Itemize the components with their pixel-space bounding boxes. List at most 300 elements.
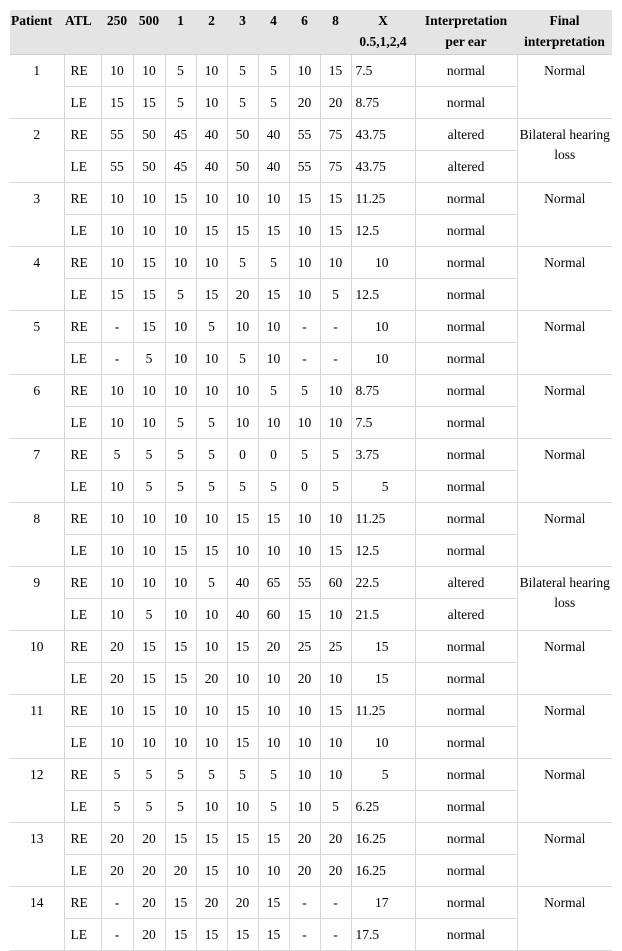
threshold-value: - (289, 919, 320, 951)
threshold-value: 20 (133, 855, 165, 887)
threshold-value: 20 (133, 823, 165, 855)
threshold-value: 0 (258, 439, 289, 471)
threshold-value: 5 (165, 471, 196, 503)
interpretation-per-ear: normal (415, 919, 517, 951)
threshold-value: 10 (289, 727, 320, 759)
threshold-value: 5 (258, 759, 289, 791)
threshold-value: 20 (320, 823, 351, 855)
threshold-value: 20 (165, 855, 196, 887)
threshold-value: 15 (289, 599, 320, 631)
threshold-value: 15 (165, 535, 196, 567)
threshold-value: 5 (227, 247, 258, 279)
threshold-value: 10 (289, 55, 320, 87)
ear-label: LE (64, 87, 101, 119)
threshold-value: 15 (320, 215, 351, 247)
average-value: 11.25 (351, 183, 415, 215)
interpretation-per-ear: altered (415, 151, 517, 183)
threshold-value: 15 (196, 279, 227, 311)
ear-label: RE (64, 119, 101, 151)
average-value: 10 (351, 727, 415, 759)
threshold-value: 60 (258, 599, 289, 631)
threshold-value: 15 (258, 887, 289, 919)
threshold-value: 5 (196, 759, 227, 791)
threshold-value: 10 (196, 87, 227, 119)
average-value: 7.5 (351, 55, 415, 87)
interpretation-per-ear: normal (415, 855, 517, 887)
average-value: 43.75 (351, 151, 415, 183)
threshold-value: 15 (227, 503, 258, 535)
threshold-value: 10 (320, 663, 351, 695)
threshold-value: 20 (289, 663, 320, 695)
threshold-value: 5 (196, 439, 227, 471)
threshold-value: 15 (133, 279, 165, 311)
average-value: 15 (351, 663, 415, 695)
ear-label: LE (64, 279, 101, 311)
ear-label: RE (64, 631, 101, 663)
table-row (10, 247, 612, 279)
threshold-value: 25 (289, 631, 320, 663)
threshold-value: 10 (133, 727, 165, 759)
threshold-value: 10 (196, 343, 227, 375)
interpretation-per-ear: normal (415, 343, 517, 375)
threshold-value: 10 (165, 503, 196, 535)
threshold-value: 15 (133, 87, 165, 119)
interpretation-per-ear: normal (415, 887, 517, 919)
threshold-value: 10 (227, 407, 258, 439)
threshold-value: 5 (258, 375, 289, 407)
threshold-value: 10 (289, 247, 320, 279)
threshold-value: 10 (258, 695, 289, 727)
threshold-value: 5 (101, 791, 133, 823)
interpretation-per-ear: normal (415, 215, 517, 247)
threshold-value: 5 (165, 759, 196, 791)
average-value: 6.25 (351, 791, 415, 823)
interpretation-per-ear: normal (415, 55, 517, 87)
header-freq-1k: 1 (165, 10, 196, 55)
threshold-value: 10 (165, 343, 196, 375)
ear-label: LE (64, 215, 101, 247)
threshold-value: 15 (258, 279, 289, 311)
threshold-value: 10 (165, 695, 196, 727)
threshold-value: 5 (227, 759, 258, 791)
threshold-value: 10 (101, 567, 133, 599)
threshold-value: 55 (101, 151, 133, 183)
threshold-value: 10 (289, 407, 320, 439)
header-freq-250: 250 (101, 10, 133, 55)
threshold-value: 15 (133, 695, 165, 727)
threshold-value: 15 (196, 855, 227, 887)
threshold-value: 10 (165, 727, 196, 759)
ear-label: RE (64, 311, 101, 343)
header-final-line2: interpretation (524, 34, 605, 49)
threshold-value: 10 (258, 727, 289, 759)
average-value: 12.5 (351, 279, 415, 311)
patient-id: 10 (10, 631, 64, 695)
threshold-value: 10 (133, 567, 165, 599)
average-value: 5 (351, 471, 415, 503)
table-row (10, 439, 612, 471)
ear-label: LE (64, 535, 101, 567)
patient-id: 11 (10, 695, 64, 759)
threshold-value: 10 (101, 183, 133, 215)
table-row (10, 311, 612, 343)
threshold-value: 10 (196, 695, 227, 727)
threshold-value: 50 (133, 119, 165, 151)
threshold-value: 15 (196, 919, 227, 951)
interpretation-per-ear: normal (415, 535, 517, 567)
ear-label: LE (64, 855, 101, 887)
header-freq-2k: 2 (196, 10, 227, 55)
threshold-value: - (101, 919, 133, 951)
threshold-value: - (289, 887, 320, 919)
audiometry-table (10, 10, 612, 951)
threshold-value: 15 (258, 215, 289, 247)
interpretation-per-ear: normal (415, 471, 517, 503)
threshold-value: 10 (320, 247, 351, 279)
threshold-value: 15 (165, 631, 196, 663)
threshold-value: 15 (165, 823, 196, 855)
threshold-value: 15 (227, 631, 258, 663)
header-interpretation-per-ear (415, 10, 517, 55)
threshold-value: 15 (101, 279, 133, 311)
interpretation-per-ear: altered (415, 599, 517, 631)
ear-label: LE (64, 663, 101, 695)
final-interpretation: Bilateral hearing loss (517, 567, 612, 631)
threshold-value: 10 (165, 247, 196, 279)
threshold-value: 15 (196, 215, 227, 247)
threshold-value: 10 (196, 55, 227, 87)
threshold-value: 50 (227, 119, 258, 151)
threshold-value: 5 (320, 279, 351, 311)
final-interpretation: Normal (517, 375, 612, 439)
threshold-value: 5 (196, 567, 227, 599)
threshold-value: 5 (101, 759, 133, 791)
threshold-value: 10 (289, 535, 320, 567)
interpretation-per-ear: normal (415, 759, 517, 791)
threshold-value: 15 (165, 887, 196, 919)
ear-label: RE (64, 439, 101, 471)
threshold-value: - (101, 887, 133, 919)
threshold-value: 20 (227, 279, 258, 311)
interpretation-per-ear: normal (415, 823, 517, 855)
threshold-value: 10 (165, 311, 196, 343)
threshold-value: 10 (196, 183, 227, 215)
final-interpretation: Normal (517, 695, 612, 759)
patient-id: 9 (10, 567, 64, 631)
average-value: 17.5 (351, 919, 415, 951)
threshold-value: 10 (101, 727, 133, 759)
table-row (10, 567, 612, 599)
patient-id: 2 (10, 119, 64, 183)
threshold-value: - (320, 311, 351, 343)
threshold-value: 10 (289, 695, 320, 727)
threshold-value: 20 (101, 631, 133, 663)
threshold-value: 40 (196, 151, 227, 183)
patient-id: 4 (10, 247, 64, 311)
threshold-value: 10 (258, 663, 289, 695)
threshold-value: 20 (289, 823, 320, 855)
average-value: 8.75 (351, 375, 415, 407)
threshold-value: 10 (101, 375, 133, 407)
header-average-line1: X (378, 13, 388, 28)
ear-label: LE (64, 471, 101, 503)
threshold-value: 10 (227, 535, 258, 567)
interpretation-per-ear: normal (415, 727, 517, 759)
average-value: 22.5 (351, 567, 415, 599)
average-value: 16.25 (351, 855, 415, 887)
threshold-value: 10 (133, 535, 165, 567)
threshold-value: 15 (320, 55, 351, 87)
average-value: 12.5 (351, 535, 415, 567)
threshold-value: 10 (101, 247, 133, 279)
average-value: 16.25 (351, 823, 415, 855)
ear-label: RE (64, 183, 101, 215)
table-row (10, 375, 612, 407)
threshold-value: 10 (258, 535, 289, 567)
threshold-value: 20 (101, 823, 133, 855)
threshold-value: 15 (196, 535, 227, 567)
threshold-value: 5 (320, 791, 351, 823)
threshold-value: 5 (133, 439, 165, 471)
threshold-value: 10 (101, 695, 133, 727)
threshold-value: 10 (165, 215, 196, 247)
threshold-value: 40 (196, 119, 227, 151)
interpretation-per-ear: normal (415, 407, 517, 439)
threshold-value: 10 (258, 855, 289, 887)
average-value: 21.5 (351, 599, 415, 631)
threshold-value: 15 (165, 919, 196, 951)
threshold-value: 55 (289, 151, 320, 183)
patient-id: 6 (10, 375, 64, 439)
threshold-value: 55 (101, 119, 133, 151)
ear-label: LE (64, 151, 101, 183)
threshold-value: 5 (165, 55, 196, 87)
patient-id: 5 (10, 311, 64, 375)
patient-id: 7 (10, 439, 64, 503)
threshold-value: 10 (165, 599, 196, 631)
ear-label: RE (64, 759, 101, 791)
final-interpretation: Normal (517, 311, 612, 375)
threshold-value: 5 (289, 439, 320, 471)
header-freq-500: 500 (133, 10, 165, 55)
threshold-value: 20 (101, 663, 133, 695)
threshold-value: 10 (133, 55, 165, 87)
header-per-ear-line2: per ear (445, 34, 487, 49)
threshold-value: 5 (289, 375, 320, 407)
threshold-value: 10 (227, 791, 258, 823)
average-value: 3.75 (351, 439, 415, 471)
header-average (351, 10, 415, 55)
table-row (10, 631, 612, 663)
average-value: 8.75 (351, 87, 415, 119)
threshold-value: 40 (227, 599, 258, 631)
threshold-value: 5 (258, 791, 289, 823)
threshold-value: 15 (227, 215, 258, 247)
table-body (10, 55, 612, 951)
interpretation-per-ear: normal (415, 279, 517, 311)
threshold-value: 25 (320, 631, 351, 663)
threshold-value: 5 (227, 343, 258, 375)
patient-id: 12 (10, 759, 64, 823)
threshold-value: 55 (289, 119, 320, 151)
threshold-value: 10 (258, 407, 289, 439)
header-freq-3k: 3 (227, 10, 258, 55)
threshold-value: - (320, 919, 351, 951)
average-value: 15 (351, 631, 415, 663)
threshold-value: 10 (133, 375, 165, 407)
threshold-value: 10 (320, 727, 351, 759)
threshold-value: 20 (320, 87, 351, 119)
table-row (10, 759, 612, 791)
threshold-value: 10 (196, 727, 227, 759)
threshold-value: 10 (101, 599, 133, 631)
header-average-line2: 0.5,1,2,4 (359, 34, 407, 49)
threshold-value: - (320, 343, 351, 375)
threshold-value: 10 (227, 855, 258, 887)
threshold-value: 55 (289, 567, 320, 599)
threshold-value: 15 (101, 87, 133, 119)
header-final-line1: Final (549, 13, 580, 28)
threshold-value: 15 (320, 695, 351, 727)
patient-id: 13 (10, 823, 64, 887)
threshold-value: 20 (227, 887, 258, 919)
final-interpretation: Normal (517, 631, 612, 695)
threshold-value: 5 (196, 471, 227, 503)
average-value: 5 (351, 759, 415, 791)
threshold-value: 20 (320, 855, 351, 887)
threshold-value: 45 (165, 119, 196, 151)
threshold-value: 0 (227, 439, 258, 471)
threshold-value: 15 (133, 631, 165, 663)
ear-label: LE (64, 791, 101, 823)
threshold-value: 10 (227, 663, 258, 695)
interpretation-per-ear: normal (415, 183, 517, 215)
threshold-value: 15 (258, 919, 289, 951)
average-value: 10 (351, 247, 415, 279)
threshold-value: 10 (289, 759, 320, 791)
threshold-value: 5 (227, 87, 258, 119)
threshold-value: 5 (133, 791, 165, 823)
threshold-value: 20 (289, 87, 320, 119)
ear-label: LE (64, 919, 101, 951)
interpretation-per-ear: normal (415, 439, 517, 471)
patient-id: 3 (10, 183, 64, 247)
threshold-value: 65 (258, 567, 289, 599)
threshold-value: - (289, 343, 320, 375)
threshold-value: 15 (227, 695, 258, 727)
final-interpretation: Normal (517, 247, 612, 311)
threshold-value: 5 (165, 439, 196, 471)
threshold-value: 10 (165, 375, 196, 407)
threshold-value: 10 (165, 567, 196, 599)
interpretation-per-ear: normal (415, 663, 517, 695)
threshold-value: 5 (133, 343, 165, 375)
ear-label: RE (64, 247, 101, 279)
threshold-value: 10 (320, 599, 351, 631)
threshold-value: 10 (101, 471, 133, 503)
interpretation-per-ear: normal (415, 87, 517, 119)
threshold-value: 5 (320, 471, 351, 503)
ear-label: LE (64, 599, 101, 631)
threshold-value: - (320, 887, 351, 919)
threshold-value: 20 (101, 855, 133, 887)
threshold-value: 10 (320, 503, 351, 535)
threshold-value: 10 (101, 535, 133, 567)
threshold-value: 10 (289, 215, 320, 247)
threshold-value: 10 (196, 247, 227, 279)
threshold-value: 0 (289, 471, 320, 503)
threshold-value: 10 (196, 631, 227, 663)
ear-label: RE (64, 503, 101, 535)
patient-id: 1 (10, 55, 64, 119)
threshold-value: 10 (196, 375, 227, 407)
interpretation-per-ear: normal (415, 631, 517, 663)
average-value: 11.25 (351, 503, 415, 535)
threshold-value: 10 (101, 503, 133, 535)
table-row (10, 823, 612, 855)
table-header (10, 10, 612, 55)
threshold-value: 5 (258, 471, 289, 503)
threshold-value: 50 (227, 151, 258, 183)
table-row (10, 55, 612, 87)
threshold-value: 10 (101, 215, 133, 247)
average-value: 10 (351, 311, 415, 343)
table-row (10, 695, 612, 727)
threshold-value: 5 (165, 407, 196, 439)
threshold-value: 15 (165, 183, 196, 215)
threshold-value: 20 (133, 919, 165, 951)
average-value: 12.5 (351, 215, 415, 247)
header-final-interpretation (517, 10, 612, 55)
average-value: 17 (351, 887, 415, 919)
interpretation-per-ear: normal (415, 247, 517, 279)
ear-label: RE (64, 55, 101, 87)
final-interpretation: Normal (517, 55, 612, 119)
average-value: 43.75 (351, 119, 415, 151)
threshold-value: 10 (133, 215, 165, 247)
threshold-value: 10 (258, 183, 289, 215)
interpretation-per-ear: normal (415, 311, 517, 343)
threshold-value: 10 (196, 791, 227, 823)
threshold-value: 40 (227, 567, 258, 599)
header-patient: Patient (10, 10, 64, 55)
threshold-value: 10 (133, 503, 165, 535)
threshold-value: 10 (289, 279, 320, 311)
final-interpretation: Normal (517, 183, 612, 247)
final-interpretation: Normal (517, 823, 612, 887)
threshold-value: 5 (101, 439, 133, 471)
threshold-value: 15 (133, 663, 165, 695)
ear-label: RE (64, 375, 101, 407)
threshold-value: 10 (133, 183, 165, 215)
threshold-value: 15 (196, 823, 227, 855)
header-per-ear-line1: Interpretation (424, 13, 508, 28)
threshold-value: 15 (227, 727, 258, 759)
table-row (10, 503, 612, 535)
threshold-value: 15 (320, 535, 351, 567)
threshold-value: - (101, 311, 133, 343)
threshold-value: 20 (196, 887, 227, 919)
ear-label: RE (64, 823, 101, 855)
interpretation-per-ear: normal (415, 695, 517, 727)
threshold-value: 5 (196, 407, 227, 439)
threshold-value: 15 (258, 503, 289, 535)
table-row (10, 887, 612, 919)
ear-label: RE (64, 695, 101, 727)
threshold-value: - (289, 311, 320, 343)
threshold-value: 10 (227, 183, 258, 215)
threshold-value: 10 (227, 375, 258, 407)
